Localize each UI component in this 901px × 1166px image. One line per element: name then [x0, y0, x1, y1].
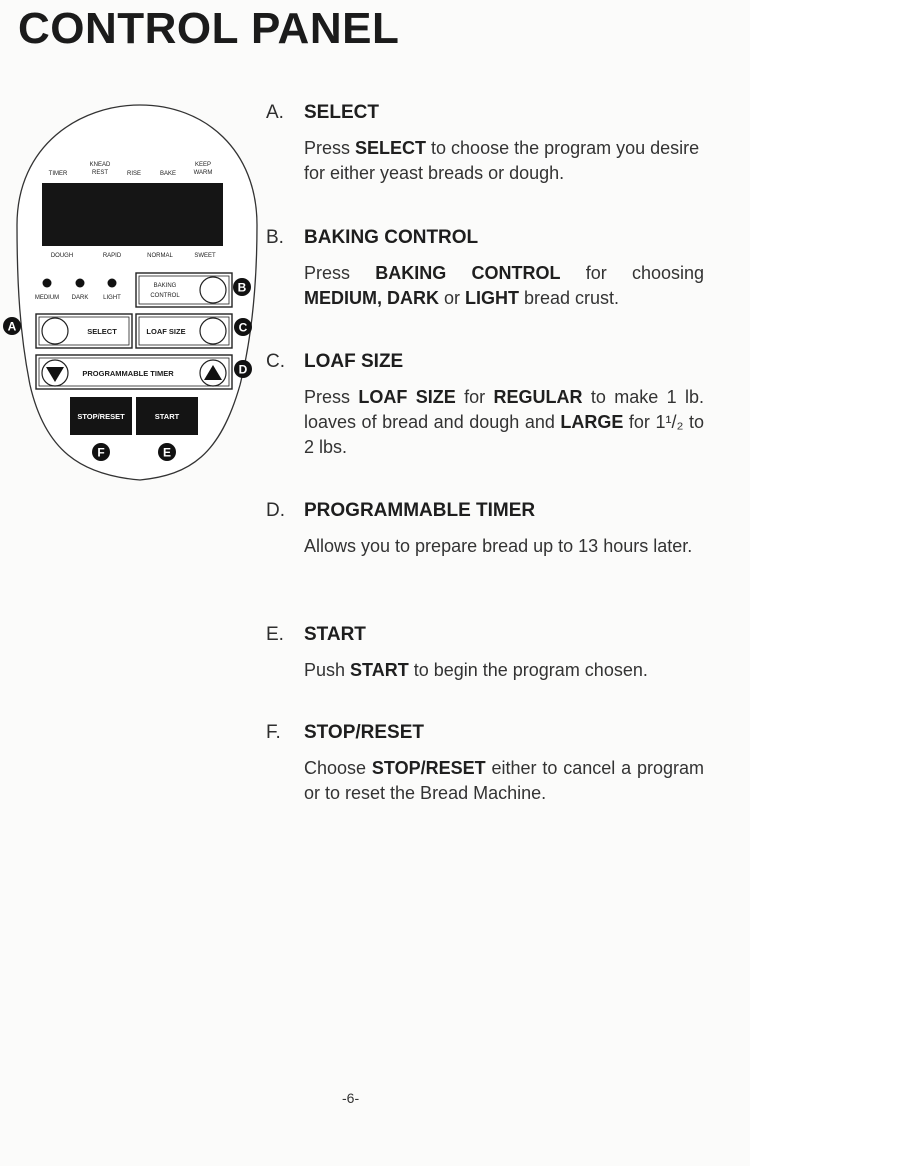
bold-text: STOP/RESET: [371, 758, 486, 778]
section-letter: F.: [266, 722, 281, 743]
bold-text: SELECT: [355, 138, 427, 158]
section-body: [304, 658, 704, 683]
svg-text:C: C: [238, 320, 248, 335]
stop-reset-button[interactable]: [70, 397, 132, 435]
timer-label: PROGRAMMABLE TIMER: [82, 369, 174, 378]
baking-control-button[interactable]: [136, 273, 232, 307]
svg-text:B: B: [237, 280, 247, 295]
bold-text: MEDIUM, DARK: [304, 288, 439, 308]
programmable-timer-control[interactable]: [36, 355, 232, 389]
svg-text:BAKING: BAKING: [153, 283, 177, 289]
svg-text:KNEAD: KNEAD: [89, 162, 111, 168]
body-text: to begin the program chosen.: [408, 660, 648, 680]
bold-text: REGULAR: [493, 387, 583, 407]
body-text: Press: [304, 263, 376, 283]
svg-text:WARM: WARM: [193, 170, 213, 176]
section-body: [304, 756, 704, 806]
page-title: CONTROL PANEL: [18, 4, 400, 53]
label-rise: RISE: [126, 171, 142, 177]
callout-c: [234, 318, 252, 336]
svg-text:KEEP: KEEP: [194, 162, 212, 168]
section-letter: B.: [266, 227, 284, 248]
body-text: to choose the program you desire for either yeast breads or dough.: [304, 138, 700, 183]
label-dough: DOUGH: [50, 253, 74, 259]
loaf-size-button[interactable]: [136, 314, 232, 348]
callout-e: [158, 443, 176, 461]
body-text: Push: [304, 660, 351, 680]
section-start: [266, 624, 706, 683]
page-margin: [750, 0, 901, 1166]
page-number: -6-: [342, 1090, 360, 1106]
label-light: LIGHT: [103, 295, 121, 301]
section-heading: STOP/RESET: [304, 722, 425, 743]
body-text: either to cancel a program or to reset the Bread Machine.: [304, 758, 704, 803]
section-body: [304, 385, 704, 460]
label-rapid: RAPID: [102, 253, 122, 259]
start-button[interactable]: [136, 397, 198, 435]
section-stop-reset: [266, 722, 706, 806]
dark-indicator-dot: [76, 279, 85, 288]
bold-text: START: [350, 660, 409, 680]
stop-reset-label: STOP/RESET: [77, 412, 125, 421]
label-timer: TIMER: [48, 171, 68, 177]
loaf-size-button-label: LOAF SIZE: [146, 327, 186, 336]
section-body: [304, 534, 704, 559]
svg-text:CONTROL: CONTROL: [150, 293, 180, 299]
body-text: for 1¹/₂ to 2 lbs.: [304, 412, 704, 457]
label-dark: DARK: [71, 295, 89, 301]
medium-indicator-dot: [43, 279, 52, 288]
section-heading: START: [304, 624, 366, 645]
body-text: bread crust.: [519, 288, 620, 308]
section-body: [304, 136, 704, 186]
select-button-label: SELECT: [87, 327, 117, 336]
body-text: Press: [304, 138, 356, 158]
body-text: or: [439, 288, 466, 308]
section-heading: PROGRAMMABLE TIMER: [304, 500, 536, 521]
body-text: for: [455, 387, 494, 407]
svg-text:REST: REST: [91, 170, 109, 176]
light-indicator-dot: [108, 279, 117, 288]
body-text: for choosing: [560, 263, 704, 283]
svg-text:D: D: [238, 362, 248, 377]
section-heading: LOAF SIZE: [304, 351, 404, 372]
lcd-display: [42, 183, 223, 246]
body-text: to make 1 lb. loaves of bread and dough and: [304, 387, 704, 432]
section-body: [304, 261, 704, 311]
callout-d: [234, 360, 252, 378]
bold-text: BAKING CONTROL: [375, 263, 561, 283]
section-letter: C.: [266, 351, 285, 372]
section-heading: BAKING CONTROL: [304, 227, 479, 248]
bold-text: LARGE: [560, 412, 624, 432]
body-text: Choose: [304, 758, 372, 778]
select-button[interactable]: [36, 314, 132, 348]
callout-b: [233, 278, 251, 296]
svg-text:E: E: [162, 445, 172, 460]
label-sweet: SWEET: [194, 253, 216, 259]
callout-a: [3, 317, 21, 335]
label-medium: MEDIUM: [34, 295, 60, 301]
section-select: [266, 102, 706, 186]
bold-text: LIGHT: [465, 288, 520, 308]
bold-text: LOAF SIZE: [358, 387, 456, 407]
body-text: Press: [304, 387, 359, 407]
section-letter: E.: [266, 624, 284, 645]
section-heading: SELECT: [304, 102, 379, 123]
start-label: START: [154, 412, 180, 421]
section-letter: A.: [266, 102, 284, 123]
section-loaf-size: [266, 351, 706, 460]
control-panel-diagram: [0, 95, 262, 485]
section-programmable-timer: [266, 500, 706, 559]
svg-text:A: A: [7, 319, 17, 334]
section-letter: D.: [266, 500, 285, 521]
body-text: Allows you to prepare bread up to 13 hours later.: [304, 536, 693, 556]
callout-f: [92, 443, 110, 461]
label-normal: NORMAL: [147, 253, 173, 259]
label-bake: BAKE: [159, 171, 177, 177]
svg-text:F: F: [97, 445, 105, 460]
section-baking-control: [266, 227, 706, 311]
